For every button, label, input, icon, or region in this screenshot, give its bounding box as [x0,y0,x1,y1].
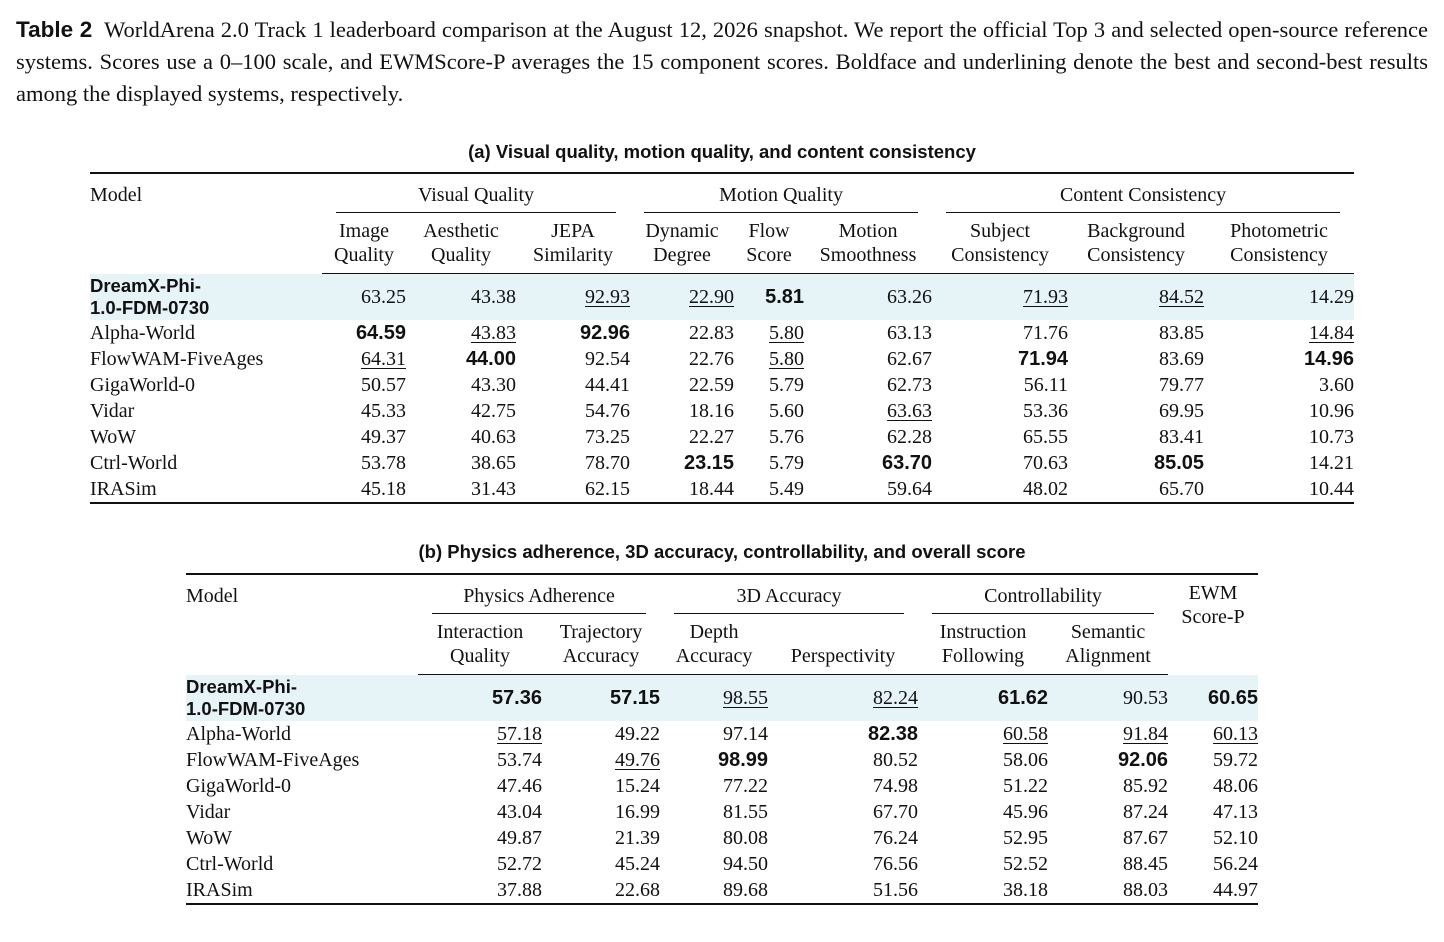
score-cell: 22.90 [630,274,734,321]
score-cell: 22.68 [615,879,661,901]
score-cell: 89.68 [723,879,769,901]
table-a-column-header: Image Quality [322,219,406,274]
score-cell: 31.43 [471,478,516,500]
score-cell: 44.00 [465,348,516,370]
score-cell: 18.16 [689,400,735,422]
score-cell: 85.05 [1153,452,1205,474]
score-cell: 22.83 [689,322,735,344]
score-cell: 79.77 [1159,374,1205,396]
score-cell: 64.31 [361,348,406,370]
score-cell: 80.52 [873,749,919,771]
score-cell: 87.67 [1123,827,1169,849]
score-cell: 52.95 [1003,827,1049,849]
score-cell: 73.25 [585,426,631,448]
table-b-column-header: Trajectory Accuracy [542,620,660,675]
score-cell: 14.84 [1309,322,1355,344]
score-cell: 59.64 [887,478,933,500]
score-cell: 44.41 [585,374,631,396]
table-a-column-header: Motion Smoothness [804,219,932,274]
model-name: FlowWAM-FiveAges [90,348,264,370]
score-cell: 80.08 [723,827,769,849]
model-name: FlowWAM-FiveAges [186,749,360,771]
score-cell: 49.37 [361,426,406,448]
ewm-score-header: EWM Score-P [1181,582,1245,628]
table-b [186,573,1258,905]
score-cell: 98.99 [717,749,769,771]
score-cell: 63.13 [887,322,933,344]
score-cell: 83.41 [1159,426,1205,448]
score-cell: 10.44 [1309,478,1355,500]
score-cell: 63.63 [887,400,933,422]
table-row [186,721,1258,747]
table-row [90,372,1354,398]
model-name: Alpha-World [90,322,196,344]
table-b-column-header: Semantic Alignment [1048,620,1168,675]
table-a-group-header: Content Consistency [932,173,1354,219]
model-name: GigaWorld-0 [90,374,196,396]
score-cell: 60.13 [1213,723,1259,745]
score-cell: 49.22 [615,723,661,745]
score-cell: 65.70 [1159,478,1205,500]
table-row [90,398,1354,424]
score-cell: 44.97 [1213,879,1259,901]
model-name: Vidar [186,801,231,823]
table-row [186,877,1258,904]
score-cell: 23.15 [683,452,735,474]
score-cell: 49.76 [615,749,661,771]
score-cell: 92.96 [579,322,631,344]
score-cell: 87.24 [1123,801,1169,823]
score-cell: 83.69 [1159,348,1205,370]
table-b-group-header: Controllability [918,574,1168,620]
score-cell: 5.49 [769,478,805,500]
score-cell: 3.60 [1319,374,1355,396]
score-cell: 92.54 [585,348,631,370]
table-a-group-header: Visual Quality [322,173,630,219]
score-cell: 14.96 [1303,348,1355,370]
score-cell: 83.85 [1159,322,1205,344]
score-cell: 45.33 [361,400,406,422]
table-a-column-header: Flow Score [734,219,804,274]
score-cell: 63.26 [804,274,932,321]
score-cell: 82.24 [768,675,918,722]
model-name: IRASim [186,879,253,901]
table-label: Table 2 [16,17,93,42]
table-row [90,346,1354,372]
model-name: Ctrl-World [186,853,274,875]
score-cell: 57.36 [418,675,542,722]
table-a-column-header: Background Consistency [1068,219,1204,274]
table-row [90,320,1354,346]
score-cell: 71.76 [1023,322,1069,344]
score-cell: 22.59 [689,374,735,396]
score-cell: 22.76 [689,348,735,370]
score-cell: 14.29 [1204,274,1354,321]
score-cell: 15.24 [615,775,661,797]
score-cell: 52.10 [1213,827,1259,849]
score-cell: 50.57 [361,374,406,396]
caption-text: WorldArena 2.0 Track 1 leaderboard comparison at the August 12, 2026 snapshot. We report the official Top 3 and selected open-source reference systems. Scores use a 0–100 scale, and EWMScore-P averages the 15 component scores. Boldface and underlining denote the best and second-best results among the displayed systems, respectively. [16,17,1428,106]
score-cell: 42.75 [471,400,516,422]
score-cell: 78.70 [585,452,631,474]
score-cell: 45.96 [1003,801,1049,823]
table-caption [16,14,1428,110]
model-name: WoW [90,426,137,448]
score-cell: 84.52 [1068,274,1204,321]
score-cell: 88.03 [1123,879,1169,901]
score-cell: 92.06 [1117,749,1169,771]
score-cell: 43.04 [497,801,542,823]
score-cell: 48.02 [1023,478,1069,500]
table-b-column-header: Instruction Following [918,620,1048,675]
score-cell: 38.18 [1003,879,1049,901]
score-cell: 56.24 [1213,853,1259,875]
score-cell: 71.93 [932,274,1068,321]
score-cell: 5.79 [769,374,805,396]
score-cell: 92.93 [516,274,630,321]
score-cell: 10.96 [1309,400,1355,422]
table-a-column-header: Dynamic Degree [630,219,734,274]
score-cell: 65.55 [1023,426,1069,448]
score-cell: 18.44 [689,478,735,500]
score-cell: 57.18 [497,723,542,745]
table-a-model-header: Model [90,184,143,206]
score-cell: 53.36 [1023,400,1069,422]
score-cell: 22.27 [689,426,735,448]
score-cell: 47.46 [497,775,542,797]
score-cell: 43.38 [406,274,516,321]
score-cell: 5.79 [769,452,805,474]
score-cell: 49.87 [497,827,542,849]
score-cell: 76.24 [873,827,919,849]
score-cell: 40.63 [471,426,516,448]
table-b-title: (b) Physics adherence, 3D accuracy, controllability, and overall score [418,541,1026,562]
score-cell: 58.06 [1003,749,1049,771]
model-name: Vidar [90,400,135,422]
score-cell: 48.06 [1213,775,1259,797]
score-cell: 85.92 [1123,775,1169,797]
score-cell: 63.70 [881,452,933,474]
table-a-column-header: JEPA Similarity [516,219,630,274]
table-row [186,675,1258,722]
table-b-model-header: Model [186,585,239,607]
score-cell: 5.80 [769,322,805,344]
score-cell: 67.70 [873,801,919,823]
score-cell: 62.15 [585,478,631,500]
score-cell: 74.98 [873,775,919,797]
score-cell: 62.28 [887,426,933,448]
score-cell: 45.24 [615,853,661,875]
score-cell: 47.13 [1213,801,1259,823]
table-a-column-header: Subject Consistency [932,219,1068,274]
model-name: DreamX-Phi- 1.0-FDM-0730 [186,675,418,722]
score-cell: 57.15 [542,675,660,722]
table-b-column-header: Depth Accuracy [660,620,768,675]
table-b-column-header: Perspectivity [768,620,918,675]
score-cell: 14.21 [1309,452,1355,474]
score-cell: 43.30 [471,374,516,396]
score-cell: 51.56 [873,879,919,901]
score-cell: 51.22 [1003,775,1049,797]
model-name: WoW [186,827,233,849]
score-cell: 43.83 [471,322,516,344]
score-cell: 69.95 [1159,400,1205,422]
table-row [186,825,1258,851]
table-b-group-header: Physics Adherence [418,574,660,620]
score-cell: 97.14 [723,723,769,745]
score-cell: 76.56 [873,853,919,875]
score-cell: 54.76 [585,400,631,422]
score-cell: 90.53 [1048,675,1168,722]
score-cell: 70.63 [1023,452,1069,474]
score-cell: 53.74 [497,749,542,771]
table-row [90,476,1354,503]
table-a [90,172,1354,504]
table-a-group-header: Motion Quality [630,173,932,219]
table-a-column-header: Aesthetic Quality [406,219,516,274]
table-row [90,274,1354,321]
model-name: DreamX-Phi- 1.0-FDM-0730 [90,274,322,321]
score-cell: 56.11 [1023,374,1069,396]
table-b-column-header: Interaction Quality [418,620,542,675]
table-b-group-header: 3D Accuracy [660,574,918,620]
score-cell: 5.60 [769,400,805,422]
model-name: GigaWorld-0 [186,775,292,797]
table-row [186,799,1258,825]
table-row [186,747,1258,773]
score-cell: 61.62 [918,675,1048,722]
score-cell: 64.59 [355,322,406,344]
table-row [90,450,1354,476]
table-row [186,773,1258,799]
score-cell: 5.80 [769,348,805,370]
score-cell: 62.67 [887,348,933,370]
score-cell: 5.76 [769,426,805,448]
score-cell: 10.73 [1309,426,1355,448]
table-a-column-header: Photometric Consistency [1204,219,1354,274]
score-cell: 62.73 [887,374,933,396]
score-cell: 77.22 [723,775,769,797]
score-cell: 21.39 [615,827,661,849]
score-cell: 81.55 [723,801,769,823]
score-cell: 59.72 [1213,749,1259,771]
score-cell: 63.25 [322,274,406,321]
table-row [90,424,1354,450]
score-cell: 98.55 [660,675,768,722]
table-a-title: (a) Visual quality, motion quality, and content consistency [468,141,976,162]
score-cell: 5.81 [734,274,804,321]
score-cell: 37.88 [497,879,542,901]
score-cell: 52.72 [497,853,542,875]
score-cell: 71.94 [1017,348,1069,370]
score-cell: 88.45 [1123,853,1169,875]
score-cell: 52.52 [1003,853,1049,875]
score-cell: 60.58 [1003,723,1049,745]
score-cell: 91.84 [1123,723,1169,745]
score-cell: 82.38 [867,723,919,745]
model-name: Ctrl-World [90,452,178,474]
score-cell: 53.78 [361,452,406,474]
score-cell: 94.50 [723,853,769,875]
model-name: IRASim [90,478,157,500]
score-cell: 38.65 [471,452,516,474]
score-cell: 45.18 [361,478,406,500]
score-cell: 60.65 [1168,675,1258,722]
score-cell: 16.99 [615,801,661,823]
table-row [186,851,1258,877]
model-name: Alpha-World [186,723,292,745]
